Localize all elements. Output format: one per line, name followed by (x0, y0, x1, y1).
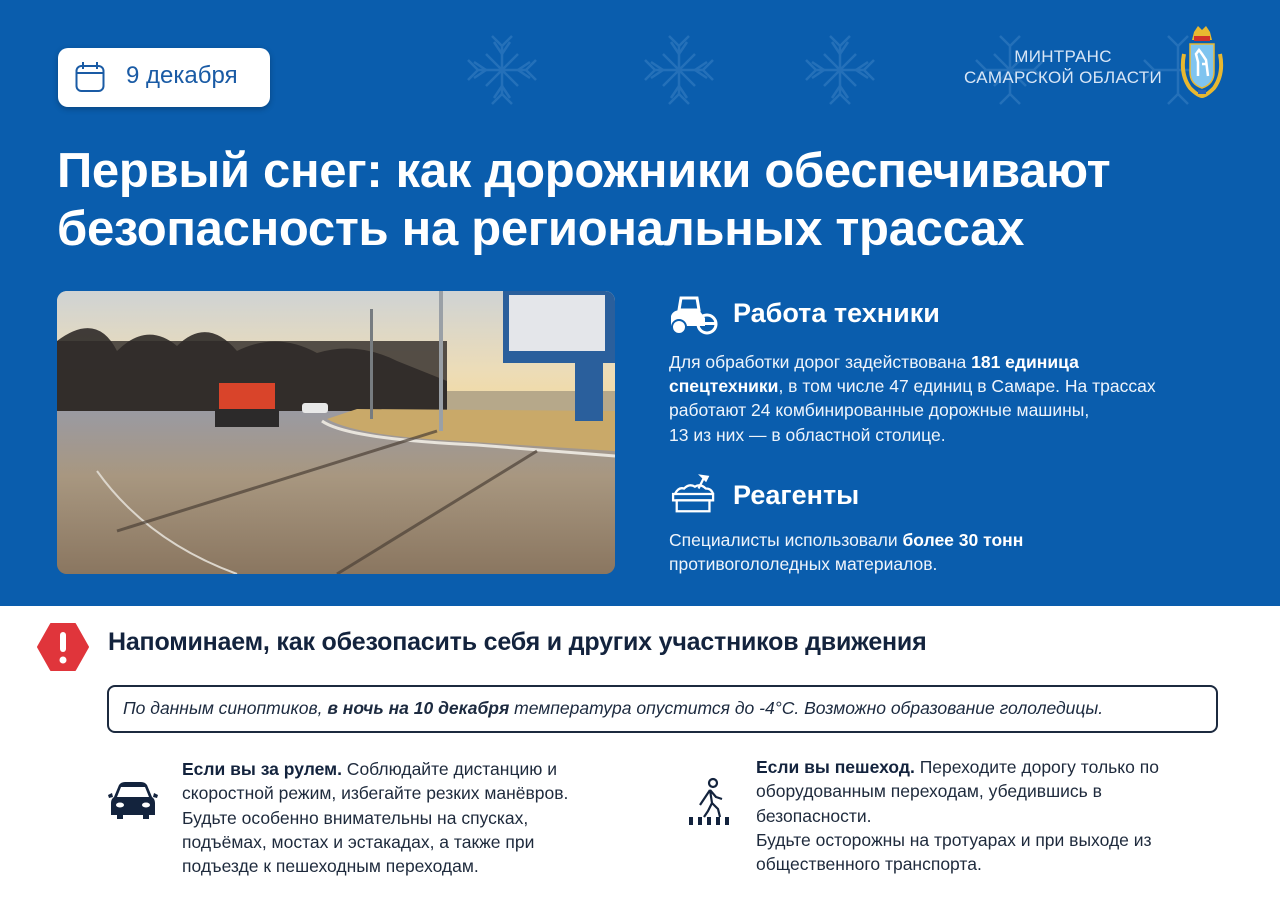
feature-reagents (669, 478, 1229, 578)
samara-coat-of-arms-icon (1180, 24, 1224, 98)
date-badge (58, 48, 270, 107)
org-name (964, 46, 1162, 88)
warning-octagon-icon (37, 623, 89, 671)
tip-line: Будьте осторожны на тротуарах и при выходе из (756, 829, 1152, 850)
forecast-notice: По данным синоптиков, в ночь на 10 декабря температура опустится до -4°С. Возможно образование гололедицы. (107, 685, 1218, 733)
alert-title: Напоминаем, как обезопасить себя и других участников движения (108, 628, 927, 656)
page-title (57, 142, 1237, 258)
tip-line: подъёмах, мостах и эстакадах, а также при (182, 831, 535, 852)
tip-line: Будьте особенно внимательны на спусках, (182, 807, 529, 828)
feature-title: Реагенты (733, 480, 860, 510)
snowflake-icon (802, 32, 878, 108)
snowplow-photo (57, 291, 615, 574)
tip-line: Если вы за рулем. Соблюдайте дистанцию и (182, 759, 558, 779)
page-title-line2: безопасность на региональных трассах (57, 202, 1025, 256)
page-title-line1: Первый снег: как дорожники обеспечивают (57, 144, 1111, 198)
tip-pedestrian (756, 755, 1159, 876)
tip-line: Если вы пешеход. Переходите дорогу только по (756, 757, 1159, 777)
tip-line: подъезде к пешеходным переходам. (182, 856, 479, 877)
feature-body (669, 528, 1023, 576)
photo-illustration (57, 291, 615, 574)
feature-line: спецтехники, в том числе 47 единиц в Самаре. На трассах (669, 376, 1156, 397)
feature-line: противогололедных материалов. (669, 554, 938, 575)
feature-line: Для обработки дорог задействована 181 единица (669, 352, 1079, 372)
car-icon (107, 781, 159, 821)
tip-line: общественного транспорта. (756, 854, 982, 875)
org-line1: МИНТРАНС (1014, 47, 1112, 66)
reagent-box-icon (669, 474, 719, 514)
feature-title: Работа техники (733, 298, 940, 328)
feature-line: 13 из них — в областной столице. (669, 424, 946, 445)
date-label: 9 декабря (126, 62, 238, 89)
feature-equipment (669, 296, 1229, 446)
snowflake-icon (641, 32, 717, 108)
org-line2: САМАРСКОЙ ОБЛАСТИ (964, 68, 1162, 87)
snowflake-icon (464, 32, 540, 108)
feature-line: Специалисты использовали более 30 тонн (669, 530, 1024, 550)
tip-driver (182, 757, 568, 878)
feature-body (669, 350, 1156, 447)
feature-line: работают 24 комбинированные дорожные машины, (669, 400, 1090, 421)
calendar-icon (75, 61, 105, 93)
tip-line: оборудованным переходам, убедившись в (756, 781, 1102, 802)
tip-line: скоростной режим, избегайте резких манёвров. (182, 783, 569, 804)
tip-line: безопасности. (756, 805, 872, 826)
pedestrian-crossing-icon (688, 777, 734, 825)
road-roller-icon (669, 296, 719, 336)
